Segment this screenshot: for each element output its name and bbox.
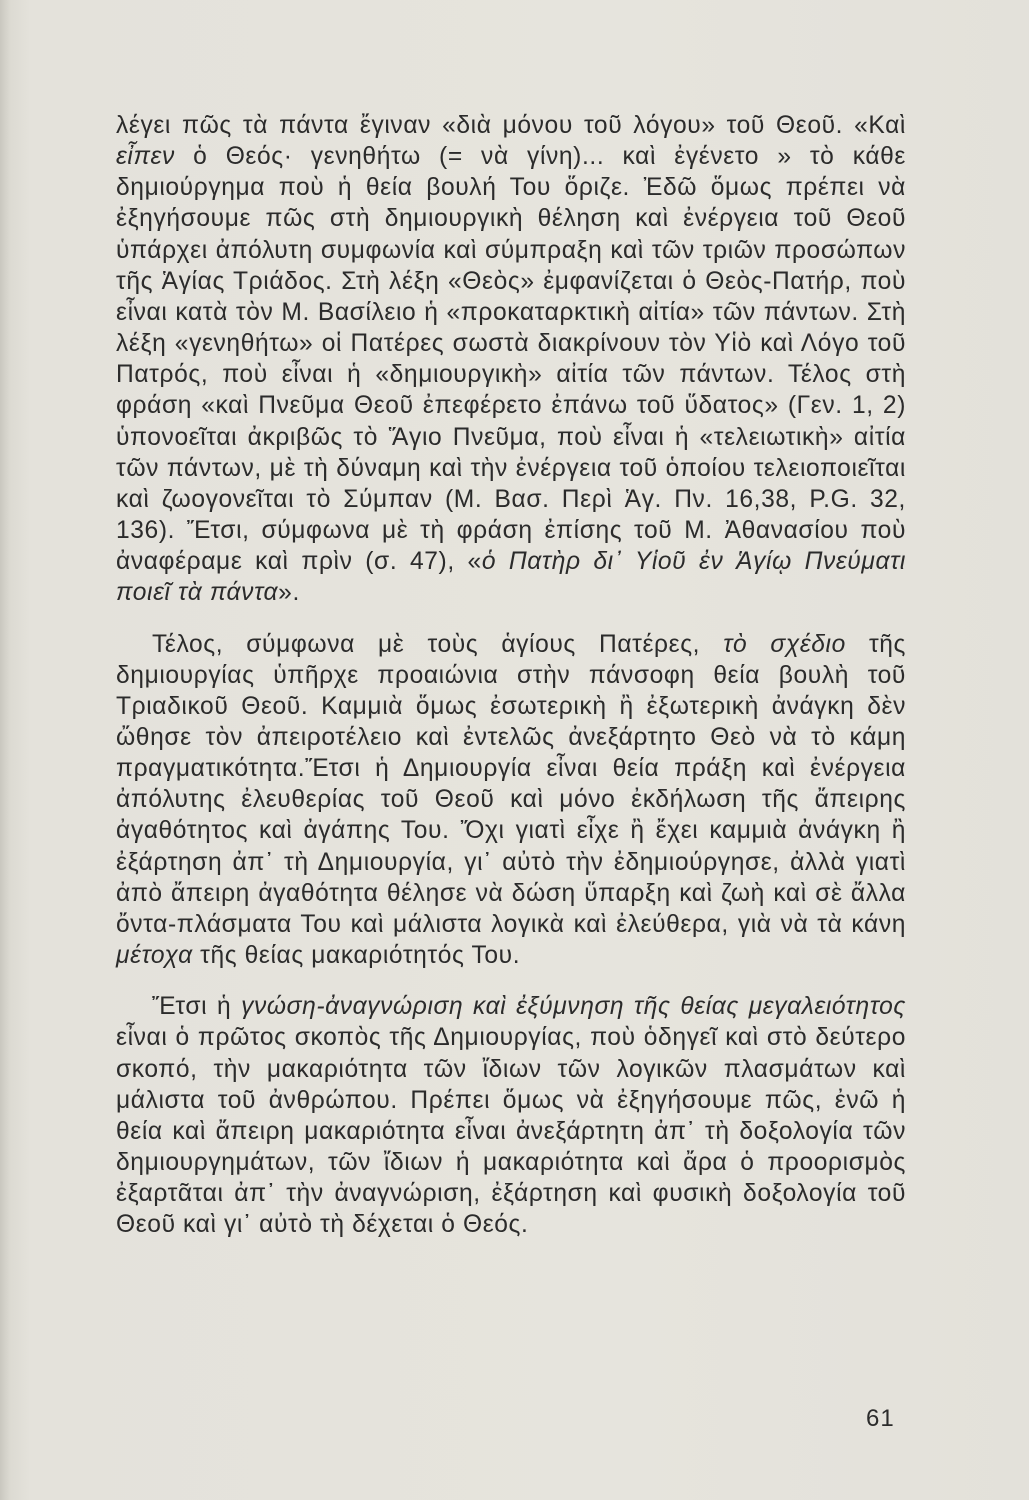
bleed-through-ghost-text [370, 40, 930, 110]
paragraph-1: λέγει πῶς τὰ πάντα ἔγιναν «διὰ μόνου τοῦ λόγου» τοῦ Θεοῦ. «Καὶ εἶπεν ὁ Θεός· γενηθήτω (= νὰ γίνη)... καὶ ἐγένετο » τὸ κάθε δημιούργημα ποὺ ἡ θεία βουλή Του ὅριζε. Ἐδῶ ὅμως πρέπει νὰ ἐξηγήσουμε πῶς στὴ δημιουργικὴ θέληση καὶ ἐνέργεια τοῦ Θεοῦ ὑπάρχει ἀπόλυτη συμφωνία καὶ σύμπραξη καὶ τῶν τριῶν προσώπων τῆς Ἁγίας Τριάδος. Στὴ λέξη «Θεὸς» ἐμφανίζεται ὁ Θεὸς-Πατήρ, ποὺ εἶναι κατὰ τὸν Μ. Βασίλειο ἡ «προκαταρκτικὴ αἰτία» τῶν πάντων. Στὴ λέξη «γενηθήτω» οἱ Πατέρες σωστὰ διακρίνουν τὸν Υἱὸ καὶ Λόγο τοῦ Πατρός, ποὺ εἶναι ἡ «δημιουργικὴ» αἰτία τῶν πάντων. Τέλος στὴ φράση «καὶ Πνεῦμα Θεοῦ ἐπεφέρετο ἐπάνω τοῦ ὕδατος» (Γεν. 1, 2) ὑπονοεῖται ἀκριβῶς τὸ Ἅγιο Πνεῦμα, ποὺ εἶναι ἡ «τελειωτικὴ» αἰτία τῶν πάντων, μὲ τὴ δύναμη καὶ τὴν ἐνέργεια τοῦ ὁποίου τελειοποιεῖται καὶ ζωογονεῖται τὸ Σύμπαν (Μ. Βασ. Περὶ Ἁγ. Πν. 16,38, P.G. 32, 136). Ἔτσι, σύμφωνα μὲ τὴ φράση ἐπίσης τοῦ Μ. Ἀθανασίου ποὺ ἀναφέραμε καὶ πρὶν (σ. 47), «ὁ Πατὴρ δι᾽ Υἱοῦ ἐν Ἁγίῳ Πνεύματι ποιεῖ τὰ πάντα». [116, 112, 906, 607]
paragraph-3: Ἔτσι ἡ γνώση-ἀναγνώριση καὶ ἐξύμνηση τῆς θείας μεγαλειότητος εἶναι ὁ πρῶτος σκοπὸς τῆς Δημιουργίας, ποὺ ὁδηγεῖ καὶ στὸ δεύτερο σκοπό, τὴν μακαριότητα τῶν ἴδιων τῶν λογικῶν πλασμάτων καὶ μάλιστα τοῦ ἀνθρώπου. Πρέπει ὅμως νὰ ἐξηγήσουμε πῶς, ἐνῶ ἡ θεία καὶ ἄπειρη μακαριότητα εἶναι ἀνεξάρτητη ἀπ᾽ τὴ δοξολογία τῶν δημιουργημάτων, τῶν ἴδιων ἡ μακαριότητα καὶ ἄρα ὁ προορισμὸς ἐξαρτᾶται ἀπ᾽ τὴν ἀναγνώριση, ἐξάρτηση καὶ φυσικὴ δοξολογία τοῦ Θεοῦ καὶ γι᾽ αὐτὸ τὴ δέχεται ὁ Θεός. [116, 993, 906, 1239]
page-number: 61 [866, 1405, 895, 1432]
italic-text: τὸ σχέδιο [723, 630, 846, 658]
italic-text: εἶπεν [116, 143, 175, 171]
body-text [116, 110, 906, 1240]
italic-quote: ὁ Πατὴρ δι᾽ Υἱοῦ ἐν Ἁγίῳ Πνεύματι ποιεῖ τὰ πάντα [116, 548, 906, 607]
paragraph-2: Τέλος, σύμφωνα μὲ τοὺς ἁγίους Πατέρες, τὸ σχέδιο τῆς δημιουργίας ὑπῆρχε προαιώνια στὴν πάνσοφη θεία βουλὴ τοῦ Τριαδικοῦ Θεοῦ. Καμμιὰ ὅμως ἐσωτερικὴ ἢ ἐξωτερικὴ ἀνάγκη δὲν ὤθησε τὸν ἀπειροτέλειο καὶ ἐντελῶς ἀνεξάρτητο Θεὸ νὰ τὸ κάμη πραγματικότητα.Ἔτσι ἡ Δημιουργία εἶναι θεία πράξη καὶ ἐνέργεια ἀπόλυτης ἐλευθερίας τοῦ Θεοῦ καὶ μόνο ἐκδήλωση τῆς ἄπειρης ἀγαθότητος καὶ ἀγάπης Του. Ὄχι γιατὶ εἶχε ἢ ἔχει καμμιὰ ἀνάγκη ἢ ἐξάρτηση ἀπ᾽ τὴ Δημιουργία, γι᾽ αὐτὸ τὴν ἐδημιούργησε, ἀλλὰ γιατὶ ἀπὸ ἄπειρη ἀγαθότητα θέλησε νὰ δώση ὕπαρξη καὶ ζωὴ καὶ σὲ ἄλλα ὄντα-πλάσματα Του καὶ μάλιστα λογικὰ καὶ ἐλεύθερα, γιὰ νὰ τὰ κάνη μέτοχα τῆς θείας μακαριότητός Του. [116, 630, 907, 970]
italic-text: μέτοχα [116, 942, 193, 970]
italic-text: γνώση-ἀναγνώριση καὶ ἐξύμνηση τῆς θείας μεγαλειότητος [241, 993, 906, 1021]
